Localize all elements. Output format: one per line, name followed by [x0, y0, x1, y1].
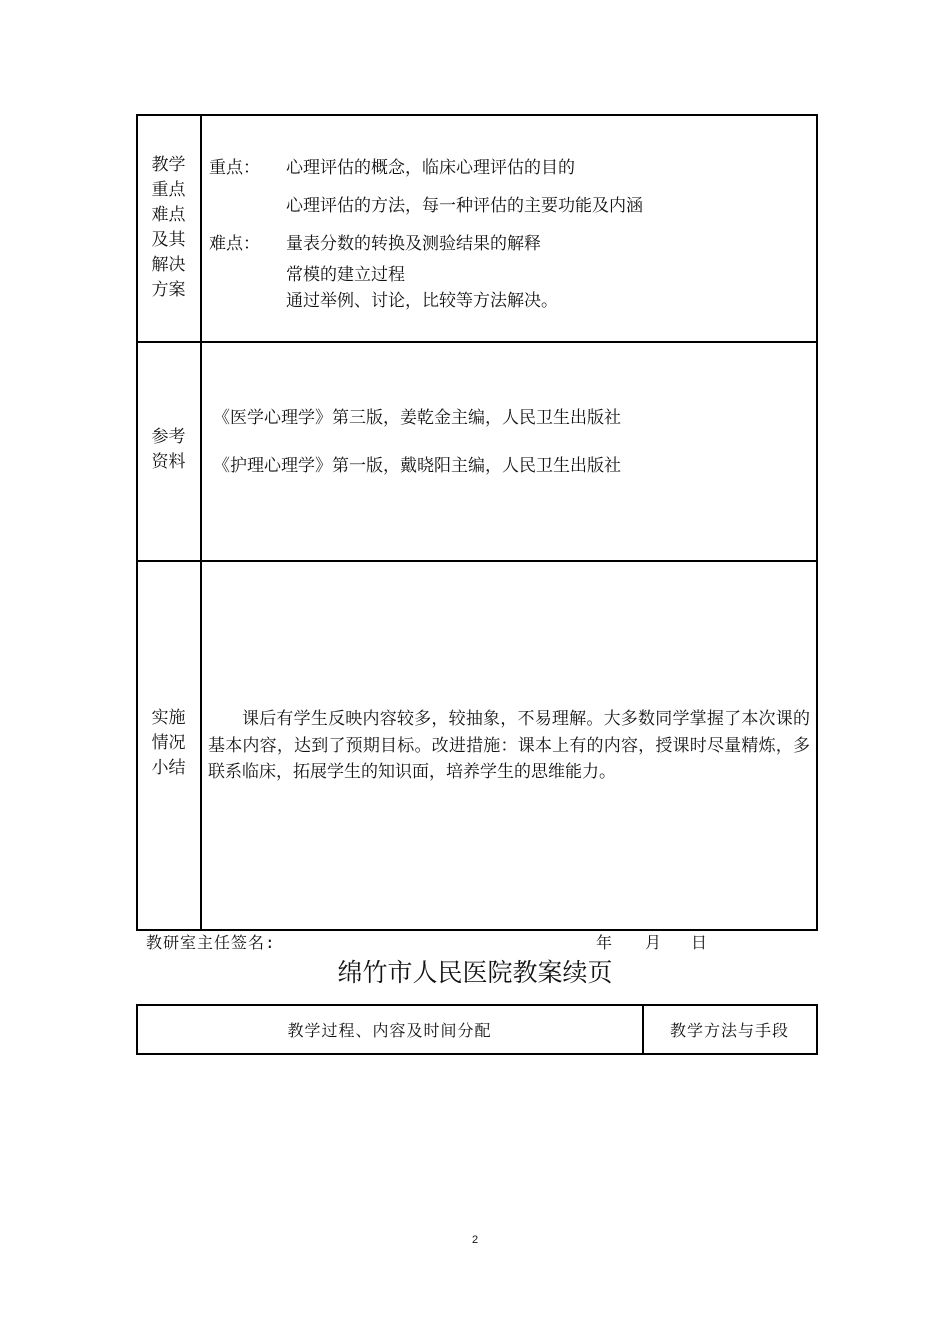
table-right-border	[816, 114, 818, 930]
label-line: 小结	[151, 758, 186, 778]
key-points-prefix: 重点：	[209, 158, 260, 178]
key-point-line: 心理评估的概念，临床心理评估的目的	[286, 158, 575, 178]
page-number: 2	[471, 1234, 479, 1246]
label-line: 及其	[151, 230, 186, 250]
header-table-right	[816, 1004, 818, 1054]
difficulty-prefix: 难点：	[209, 234, 260, 254]
continuation-title: 绵竹市人民医院教案续页	[337, 958, 613, 987]
signature-label: 教研室主任签名:	[146, 933, 276, 952]
header-table-bottom	[136, 1053, 818, 1055]
label-line: 参考	[151, 427, 186, 447]
signature-day: 日	[691, 933, 709, 952]
difficulty-line: 量表分数的转换及测验结果的解释	[286, 234, 541, 254]
summary-paragraph: 课后有学生反映内容较多，较抽象，不易理解。大多数同学掌握了本次课的基本内容，达到了预期目标。改进措施：课本上有的内容，授课时尽量精炼，多联系临床，拓展学生的知识面，培养学生的思维能力。	[208, 709, 810, 782]
table-divider-vertical	[200, 114, 202, 930]
label-line: 实施	[151, 708, 186, 728]
table-top-border	[136, 114, 818, 116]
header-process-column: 教学过程、内容及时间分配	[287, 1021, 492, 1040]
reference-item: 《医学心理学》第三版，姜乾金主编，人民卫生出版社	[213, 408, 621, 428]
difficulty-line: 常模的建立过程	[286, 265, 405, 285]
signature-year: 年	[596, 933, 614, 952]
header-table-top	[136, 1004, 818, 1006]
row-divider-2	[136, 560, 818, 562]
label-line: 解决	[151, 255, 186, 275]
row-label-summary	[137, 706, 200, 781]
key-point-line: 心理评估的方法，每一种评估的主要功能及内涵	[286, 196, 643, 216]
label-line: 情况	[151, 733, 186, 753]
label-line: 教学	[151, 155, 186, 175]
reference-item: 《护理心理学》第一版，戴晓阳主编，人民卫生出版社	[213, 456, 621, 476]
label-line: 重点	[151, 180, 186, 200]
solution-line: 通过举例、讨论，比较等方法解决。	[286, 291, 558, 311]
header-method-column: 教学方法与手段	[669, 1021, 789, 1040]
row-label-key-points	[137, 153, 200, 303]
signature-month: 月	[645, 933, 663, 952]
label-line: 资料	[151, 452, 186, 472]
label-line: 方案	[151, 280, 186, 300]
label-line: 难点	[151, 205, 186, 225]
row-label-references	[137, 425, 200, 475]
row-divider-1	[136, 341, 818, 343]
